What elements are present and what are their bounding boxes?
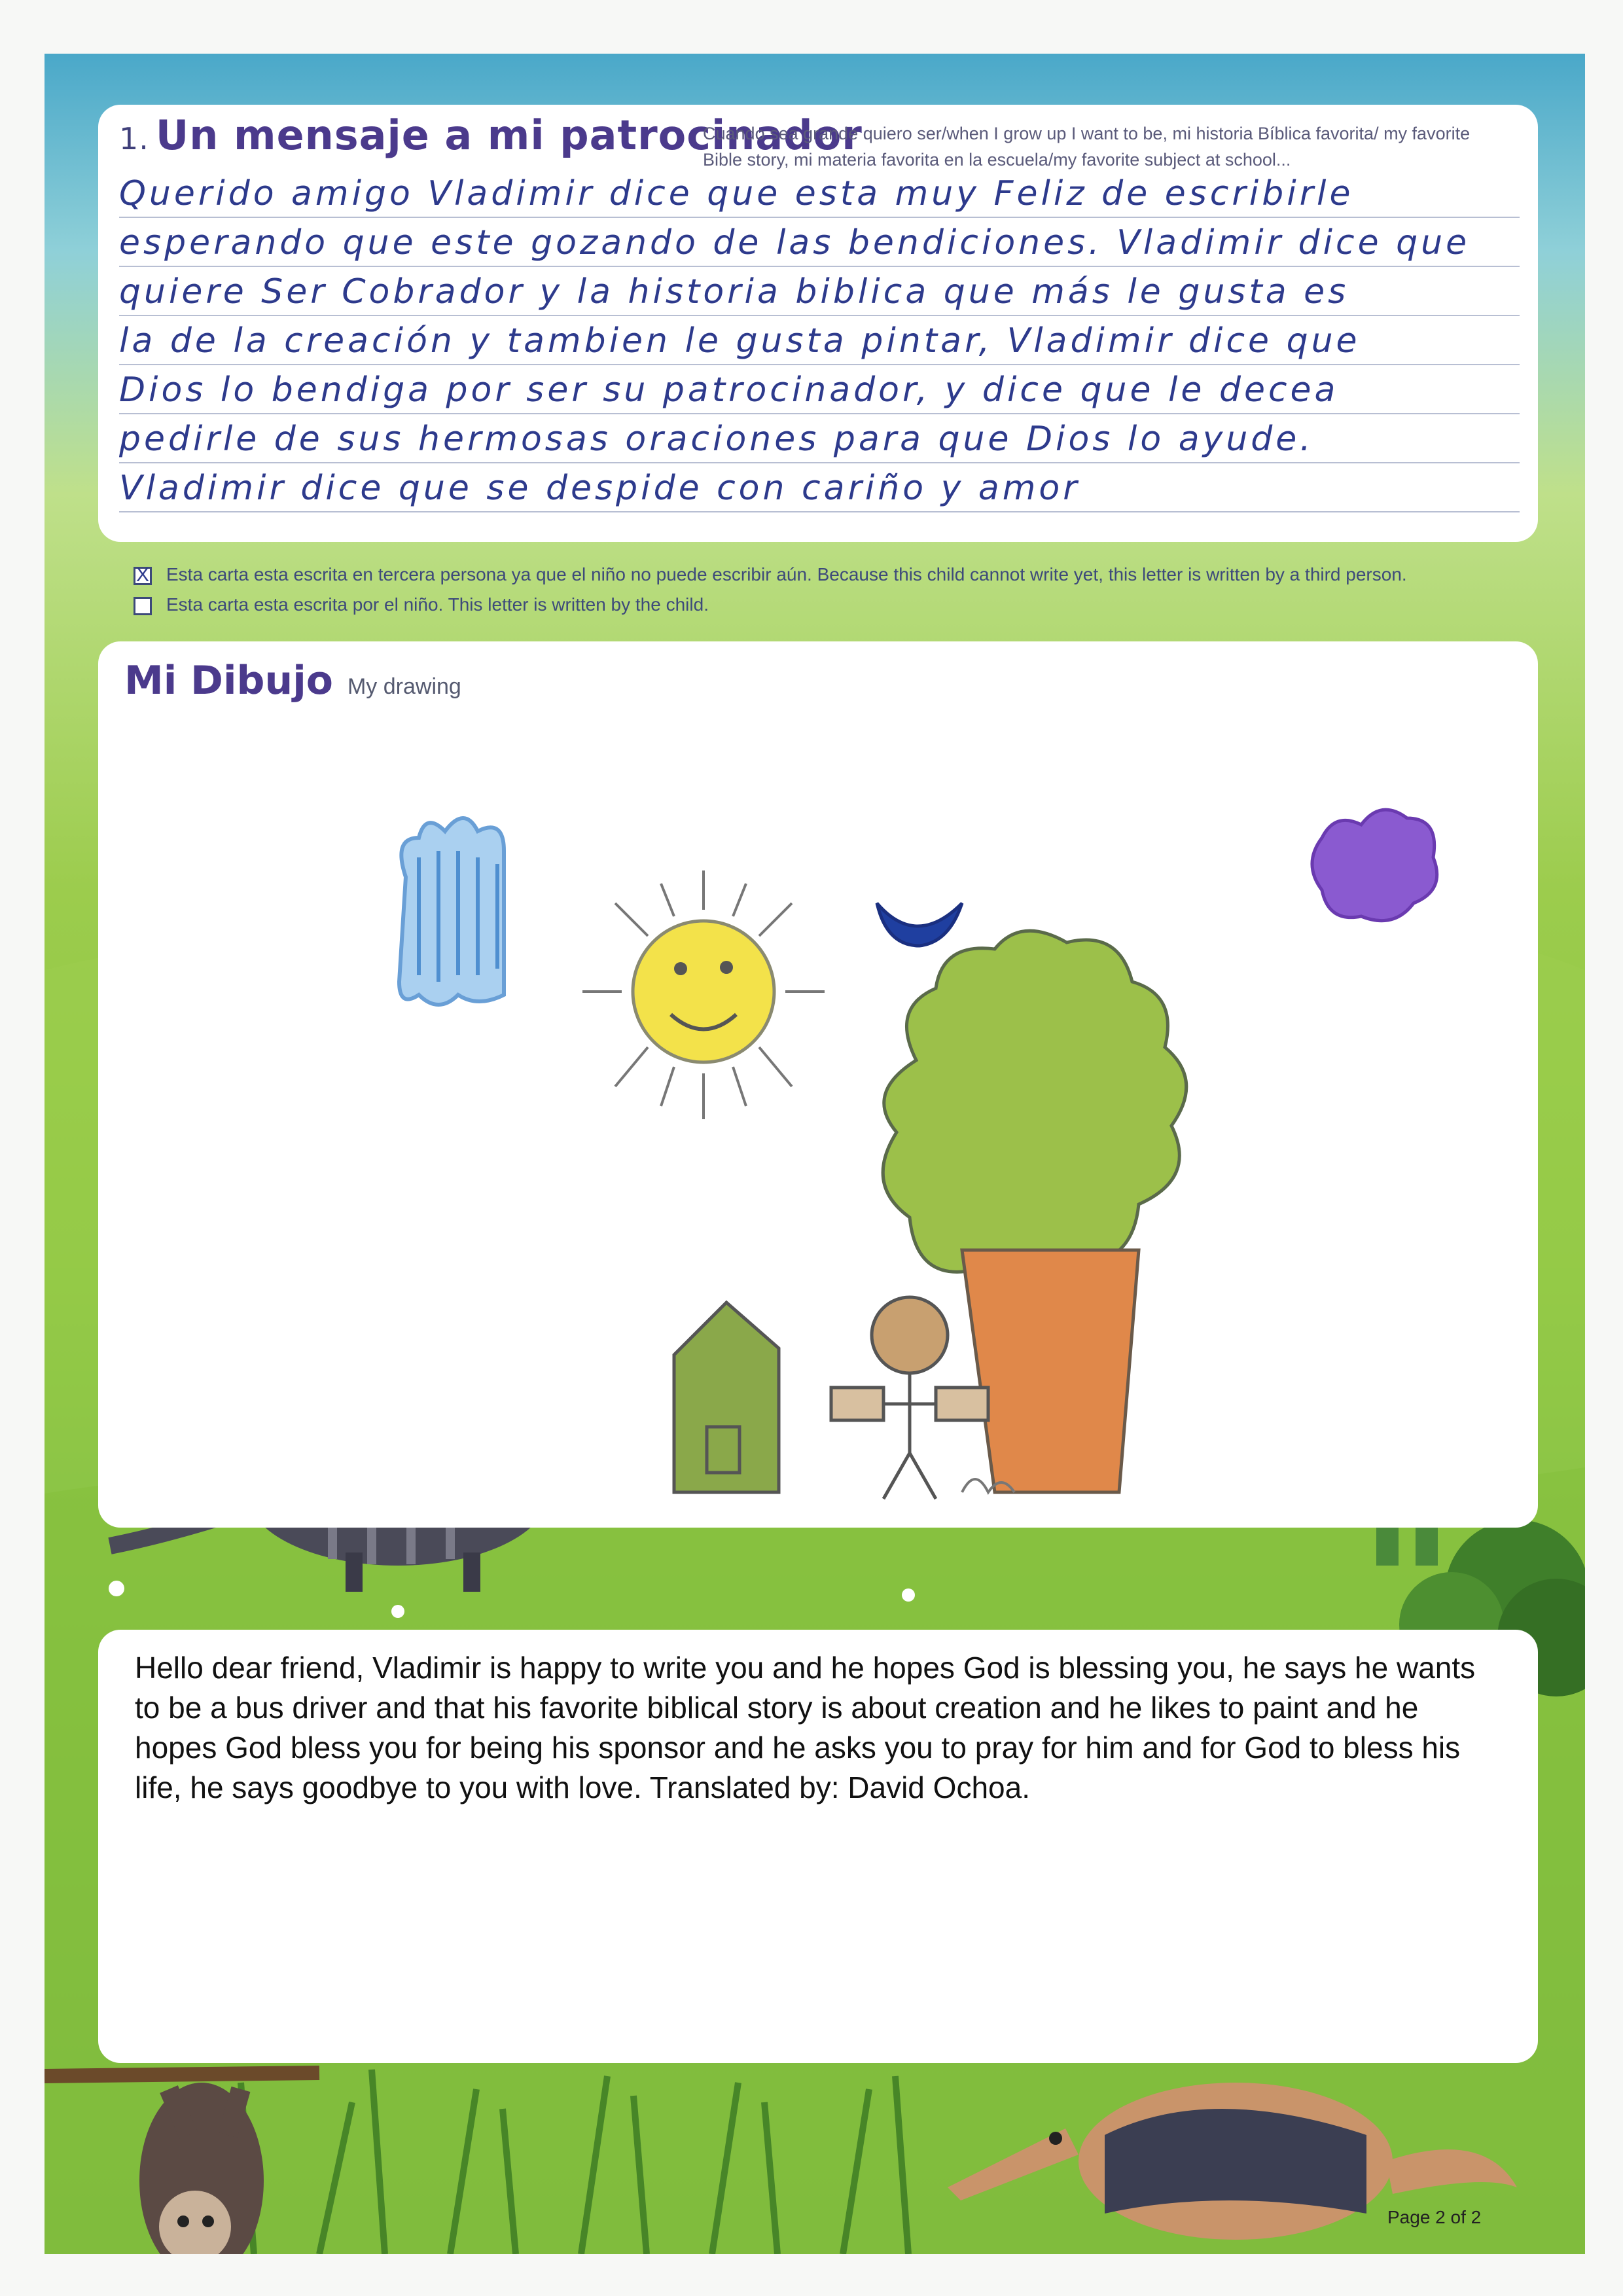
- child-wrote-checkbox[interactable]: [134, 597, 152, 615]
- handwritten-message: [119, 169, 1520, 512]
- child-wrote-option: [134, 594, 709, 615]
- person-drawing: [831, 1297, 988, 1499]
- handwritten-line: la de la creación y tambien le gusta pintar, Vladimir dice que: [119, 316, 1520, 365]
- translation-text: Hello dear friend, Vladimir is happy to write you and he hopes God is blessing you, he says he wants to be a bus driver and that his favorite biblical story is about creation and he likes to paint and he hopes God bless you for being his sponsor and he asks you to pray for him and for God to bless his life, he says goodbye to you with love. Translated by: David Ochoa.: [135, 1651, 1476, 1804]
- handwritten-line: quiere Ser Cobrador y la historia biblica que más le gusta es: [119, 267, 1520, 316]
- house-drawing: [674, 1302, 779, 1492]
- handwritten-line: esperando que este gozando de las bendiciones. Vladimir dice que: [119, 218, 1520, 267]
- handwritten-line: pedirle de sus hermosas oraciones para que Dios lo ayude.: [119, 414, 1520, 463]
- drawing-title: Mi Dibujo: [124, 658, 333, 704]
- section-title-text: Un mensaje a mi patrocinador: [155, 111, 863, 159]
- third-person-label: Esta carta esta escrita en tercera persona ya que el niño no puede escribir aún. Because this child cannot write yet, this letter is written by a third person.: [166, 564, 1407, 584]
- drawing-subtitle: My drawing: [347, 674, 461, 699]
- blue-cloud-drawing: [399, 818, 504, 1005]
- purple-cloud-drawing: [1312, 810, 1437, 921]
- third-person-checkbox[interactable]: [134, 564, 152, 586]
- checkbox-mark: X: [136, 564, 150, 586]
- sun-drawing: [582, 870, 825, 1119]
- section-number: 1.: [119, 121, 149, 156]
- handwritten-line: Dios lo bendiga por ser su patrocinador, y dice que le decea: [119, 365, 1520, 414]
- child-drawing: [98, 641, 1538, 1528]
- handwritten-line: Querido amigo Vladimir dice que esta muy Feliz de escribirle: [119, 169, 1520, 218]
- handwritten-line: Vladimir dice que se despide con cariño y amor: [119, 463, 1520, 512]
- third-person-option: [134, 564, 1407, 585]
- moon-drawing: [877, 903, 962, 946]
- tree-drawing: [883, 931, 1186, 1492]
- section-prompt: Cuando sea grande quiero ser/when I grow up I want to be, mi historia Bíblica favorita/ my favorite Bible story, mi materia favorita en la escuela/my favorite subject at school...: [703, 124, 1471, 170]
- child-wrote-label: Esta carta esta escrita por el niño. This letter is written by the child.: [166, 594, 709, 615]
- page-number: Page 2 of 2: [1387, 2207, 1482, 2227]
